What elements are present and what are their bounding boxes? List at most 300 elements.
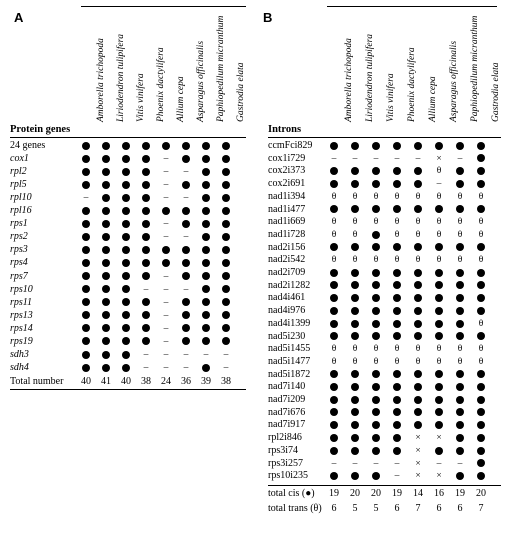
table-cell — [327, 267, 341, 279]
present-dot-icon — [372, 307, 380, 315]
species-header-8 — [226, 12, 246, 132]
species-name: Phoenix dactylifera — [156, 47, 166, 122]
present-dot-icon — [222, 285, 230, 293]
table-cell — [79, 257, 93, 269]
table-cell — [453, 140, 467, 152]
table-cell — [119, 192, 133, 204]
total-row — [0, 376, 250, 388]
table-cell — [411, 191, 425, 203]
table-row — [254, 458, 504, 470]
present-dot-icon — [393, 332, 401, 340]
absent-dash-symbol: – — [394, 458, 400, 469]
table-cell — [453, 305, 467, 317]
table-cell — [411, 331, 425, 343]
present-dot-icon — [102, 259, 110, 267]
table-cell — [411, 242, 425, 254]
trans-splicing-symbol: θ — [352, 217, 358, 228]
row-label: nad7i917 — [268, 419, 306, 431]
species-name: Gastrodia elata — [491, 62, 501, 122]
table-row — [254, 242, 504, 254]
table-cell — [327, 178, 341, 190]
present-dot-icon — [202, 246, 210, 254]
present-dot-icon — [330, 472, 338, 480]
present-dot-icon — [435, 421, 443, 429]
table-cell — [432, 419, 446, 431]
table-cell — [369, 381, 383, 393]
table-row — [254, 191, 504, 203]
present-dot-icon — [142, 246, 150, 254]
panel-b-label: B — [263, 10, 273, 25]
table-cell — [390, 178, 404, 190]
present-dot-icon — [182, 142, 190, 150]
table-cell — [139, 244, 153, 256]
panel-b-species-header — [327, 12, 501, 132]
absent-dash-symbol: – — [163, 180, 169, 191]
row-label: sdh3 — [10, 348, 29, 360]
present-dot-icon — [142, 207, 150, 215]
table-cell — [453, 432, 467, 444]
row-label: nad2i156 — [268, 241, 306, 253]
present-dot-icon — [222, 220, 230, 228]
table-cell — [327, 191, 341, 203]
table-cell — [219, 166, 233, 178]
row-label: nad5i1872 — [268, 368, 311, 380]
table-cell — [219, 349, 233, 361]
table-cell — [432, 267, 446, 279]
table-cell — [411, 407, 425, 419]
present-dot-icon — [142, 272, 150, 280]
species-header-8 — [481, 12, 501, 132]
table-cell — [79, 297, 93, 309]
table-cell — [474, 331, 488, 343]
table-cell — [119, 153, 133, 165]
table-cell — [159, 140, 173, 152]
present-dot-icon — [102, 142, 110, 150]
present-dot-icon — [477, 434, 485, 442]
table-cell — [327, 229, 341, 241]
table-row — [254, 419, 504, 431]
present-dot-icon — [142, 168, 150, 176]
present-dot-icon — [142, 337, 150, 345]
table-cell — [474, 394, 488, 406]
absent-dash-symbol: – — [83, 193, 89, 204]
table-cell — [139, 179, 153, 191]
table-cell — [99, 192, 113, 204]
table-row — [0, 218, 250, 230]
present-dot-icon — [435, 269, 443, 277]
present-dot-icon — [477, 370, 485, 378]
species-header-1 — [86, 12, 106, 132]
trans-splicing-symbol: θ — [478, 229, 484, 240]
table-cell — [348, 458, 362, 470]
present-dot-icon — [82, 220, 90, 228]
present-dot-icon — [330, 332, 338, 340]
table-cell — [390, 369, 404, 381]
absent-dash-symbol: – — [436, 179, 442, 190]
table-cell — [219, 153, 233, 165]
absent-cross-symbol: × — [436, 433, 442, 444]
present-dot-icon — [393, 307, 401, 315]
present-dot-icon — [222, 233, 230, 241]
table-cell — [411, 305, 425, 317]
table-cell — [432, 305, 446, 317]
present-dot-icon — [351, 383, 359, 391]
row-label: nad4i1399 — [268, 317, 311, 329]
present-dot-icon — [122, 311, 130, 319]
present-dot-icon — [330, 167, 338, 175]
table-cell — [219, 323, 233, 335]
present-dot-icon — [122, 337, 130, 345]
table-cell — [119, 271, 133, 283]
present-dot-icon — [102, 311, 110, 319]
table-cell — [390, 470, 404, 482]
panel-a-bottom-rule — [10, 389, 246, 390]
table-cell — [327, 216, 341, 228]
total-value: 41 — [101, 375, 111, 387]
trans-splicing-symbol: θ — [394, 344, 400, 355]
table-cell — [348, 445, 362, 457]
table-cell — [139, 166, 153, 178]
present-dot-icon — [456, 370, 464, 378]
table-cell — [411, 216, 425, 228]
table-cell — [348, 140, 362, 152]
trans-splicing-symbol: θ — [478, 344, 484, 355]
table-cell — [119, 297, 133, 309]
total-value: 24 — [161, 375, 171, 387]
table-cell — [432, 242, 446, 254]
table-cell — [432, 178, 446, 190]
absent-dash-symbol: – — [163, 362, 169, 373]
species-header-6 — [186, 12, 206, 132]
present-dot-icon — [393, 281, 401, 289]
present-dot-icon — [393, 205, 401, 213]
row-label: rps13 — [10, 309, 33, 321]
table-cell — [390, 407, 404, 419]
total-value: 36 — [181, 375, 191, 387]
table-row — [254, 394, 504, 406]
row-label: cox1 — [10, 153, 29, 165]
table-cell — [432, 318, 446, 330]
table-cell — [411, 280, 425, 292]
table-cell — [219, 297, 233, 309]
table-row — [0, 257, 250, 269]
table-cell — [159, 166, 173, 178]
panel-b-totals-rule — [268, 485, 501, 486]
present-dot-icon — [372, 205, 380, 213]
table-cell — [369, 369, 383, 381]
table-cell — [99, 140, 113, 152]
trans-splicing-symbol: θ — [352, 356, 358, 367]
present-dot-icon — [372, 294, 380, 302]
table-cell — [159, 205, 173, 217]
present-dot-icon — [82, 298, 90, 306]
table-row — [254, 470, 504, 482]
table-cell — [348, 432, 362, 444]
table-cell — [390, 343, 404, 355]
present-dot-icon — [82, 324, 90, 332]
present-dot-icon — [330, 320, 338, 328]
total-value: 39 — [201, 375, 211, 387]
table-cell — [453, 204, 467, 216]
absent-cross-symbol: × — [415, 433, 421, 444]
present-dot-icon — [477, 472, 485, 480]
trans-splicing-symbol: θ — [352, 255, 358, 266]
present-dot-icon — [477, 447, 485, 455]
table-row — [0, 192, 250, 204]
species-name: Phoenix dactylifera — [407, 47, 417, 122]
table-cell — [432, 280, 446, 292]
table-cell — [79, 271, 93, 283]
absent-dash-symbol: – — [163, 232, 169, 243]
table-cell — [219, 271, 233, 283]
total-value: 19 — [455, 487, 465, 499]
present-dot-icon — [456, 472, 464, 480]
table-cell — [390, 356, 404, 368]
trans-splicing-symbol: θ — [394, 229, 400, 240]
table-cell — [474, 191, 488, 203]
present-dot-icon — [435, 332, 443, 340]
present-dot-icon — [102, 246, 110, 254]
row-label: rpl16 — [10, 205, 32, 217]
table-cell — [159, 257, 173, 269]
total-value: 6 — [394, 502, 400, 514]
table-cell — [453, 369, 467, 381]
table-cell — [199, 231, 213, 243]
table-cell — [348, 394, 362, 406]
present-dot-icon — [122, 220, 130, 228]
table-cell — [99, 244, 113, 256]
table-cell — [159, 323, 173, 335]
table-cell — [390, 280, 404, 292]
table-cell — [79, 231, 93, 243]
table-cell — [432, 331, 446, 343]
table-cell — [432, 356, 446, 368]
present-dot-icon — [351, 396, 359, 404]
table-cell — [99, 323, 113, 335]
table-cell — [159, 362, 173, 374]
present-dot-icon — [414, 332, 422, 340]
present-dot-icon — [393, 383, 401, 391]
table-row — [254, 165, 504, 177]
absent-cross-symbol: × — [415, 458, 421, 469]
present-dot-icon — [372, 332, 380, 340]
table-cell — [390, 458, 404, 470]
table-cell — [390, 267, 404, 279]
table-cell — [139, 153, 153, 165]
table-cell — [390, 242, 404, 254]
trans-splicing-symbol: θ — [415, 191, 421, 202]
table-cell — [369, 470, 383, 482]
table-cell — [453, 331, 467, 343]
table-cell — [369, 305, 383, 317]
panel-b-top-rule — [327, 6, 497, 7]
absent-dash-symbol: – — [183, 349, 189, 360]
present-dot-icon — [182, 298, 190, 306]
present-dot-icon — [477, 243, 485, 251]
present-dot-icon — [82, 285, 90, 293]
present-dot-icon — [142, 181, 150, 189]
present-dot-icon — [414, 205, 422, 213]
trans-splicing-symbol: θ — [415, 229, 421, 240]
table-cell — [199, 336, 213, 348]
table-cell — [411, 381, 425, 393]
table-row — [0, 362, 250, 374]
absent-dash-symbol: – — [183, 284, 189, 295]
present-dot-icon — [456, 269, 464, 277]
present-dot-icon — [414, 421, 422, 429]
present-dot-icon — [202, 324, 210, 332]
present-dot-icon — [456, 307, 464, 315]
present-dot-icon — [122, 168, 130, 176]
table-cell — [390, 216, 404, 228]
species-header-4 — [146, 12, 166, 132]
present-dot-icon — [102, 337, 110, 345]
table-cell — [199, 244, 213, 256]
present-dot-icon — [222, 337, 230, 345]
table-cell — [432, 381, 446, 393]
table-cell — [179, 140, 193, 152]
row-label: rpl2i846 — [268, 432, 302, 444]
table-cell — [199, 153, 213, 165]
species-name: Vitis vinifera — [386, 73, 396, 122]
trans-splicing-symbol: θ — [436, 255, 442, 266]
absent-dash-symbol: – — [183, 167, 189, 178]
present-dot-icon — [182, 155, 190, 163]
species-header-2 — [355, 12, 375, 132]
present-dot-icon — [82, 233, 90, 241]
table-cell — [327, 204, 341, 216]
present-dot-icon — [182, 272, 190, 280]
present-dot-icon — [222, 324, 230, 332]
species-name: Liriodendron tulipifera — [116, 33, 126, 122]
table-row — [0, 231, 250, 243]
present-dot-icon — [202, 285, 210, 293]
table-cell — [369, 318, 383, 330]
absent-dash-symbol: – — [352, 153, 358, 164]
table-cell — [139, 362, 153, 374]
table-cell — [453, 267, 467, 279]
trans-splicing-symbol: θ — [352, 229, 358, 240]
table-cell — [119, 362, 133, 374]
present-dot-icon — [202, 220, 210, 228]
table-cell — [179, 244, 193, 256]
present-dot-icon — [393, 243, 401, 251]
present-dot-icon — [414, 307, 422, 315]
absent-dash-symbol: – — [163, 284, 169, 295]
row-label: nad4i976 — [268, 305, 306, 317]
present-dot-icon — [393, 142, 401, 150]
table-cell — [453, 178, 467, 190]
table-cell — [327, 331, 341, 343]
table-cell — [219, 205, 233, 217]
row-label: rps3i74 — [268, 444, 298, 456]
present-dot-icon — [102, 194, 110, 202]
table-cell — [79, 140, 93, 152]
present-dot-icon — [330, 396, 338, 404]
table-row — [254, 229, 504, 241]
table-cell — [119, 336, 133, 348]
present-dot-icon — [222, 168, 230, 176]
table-cell — [474, 419, 488, 431]
table-row — [254, 356, 504, 368]
table-cell — [179, 362, 193, 374]
table-cell — [369, 254, 383, 266]
table-cell — [474, 445, 488, 457]
present-dot-icon — [372, 370, 380, 378]
table-cell — [79, 310, 93, 322]
absent-dash-symbol: – — [183, 362, 189, 373]
absent-dash-symbol: – — [457, 153, 463, 164]
present-dot-icon — [393, 320, 401, 328]
table-row — [254, 343, 504, 355]
table-cell — [139, 271, 153, 283]
table-cell — [474, 458, 488, 470]
table-cell — [453, 153, 467, 165]
table-cell — [369, 458, 383, 470]
total-value: 19 — [329, 487, 339, 499]
table-row — [0, 349, 250, 361]
present-dot-icon — [414, 142, 422, 150]
table-cell — [369, 356, 383, 368]
present-dot-icon — [330, 243, 338, 251]
table-cell — [199, 271, 213, 283]
present-dot-icon — [351, 243, 359, 251]
present-dot-icon — [372, 434, 380, 442]
table-cell — [99, 349, 113, 361]
present-dot-icon — [477, 332, 485, 340]
table-cell — [99, 297, 113, 309]
present-dot-icon — [477, 396, 485, 404]
table-cell — [327, 470, 341, 482]
table-row — [254, 407, 504, 419]
present-dot-icon — [372, 421, 380, 429]
row-label: rpl5 — [10, 179, 27, 191]
present-dot-icon — [202, 194, 210, 202]
present-dot-icon — [351, 408, 359, 416]
trans-splicing-symbol: θ — [478, 191, 484, 202]
table-cell — [348, 204, 362, 216]
table-cell — [432, 458, 446, 470]
table-cell — [474, 178, 488, 190]
present-dot-icon — [477, 421, 485, 429]
row-label: nad1i669 — [268, 216, 306, 228]
table-row — [254, 381, 504, 393]
table-cell — [474, 343, 488, 355]
row-label: rps3 — [10, 244, 28, 256]
row-label: nad5i230 — [268, 330, 306, 342]
table-cell — [453, 191, 467, 203]
species-name: Allium cepa — [428, 76, 438, 122]
row-label: 24 genes — [10, 140, 46, 151]
table-cell — [219, 257, 233, 269]
table-cell — [79, 192, 93, 204]
present-dot-icon — [222, 298, 230, 306]
table-cell — [453, 292, 467, 304]
present-dot-icon — [456, 142, 464, 150]
table-row — [0, 336, 250, 348]
present-dot-icon — [351, 281, 359, 289]
table-row — [0, 323, 250, 335]
table-cell — [453, 242, 467, 254]
table-cell — [411, 394, 425, 406]
species-name: Amborella trichopoda — [96, 38, 106, 122]
table-cell — [432, 140, 446, 152]
table-cell — [79, 284, 93, 296]
present-dot-icon — [414, 294, 422, 302]
row-label: rps10i235 — [268, 470, 308, 482]
row-label: rps4 — [10, 257, 28, 269]
table-cell — [139, 284, 153, 296]
